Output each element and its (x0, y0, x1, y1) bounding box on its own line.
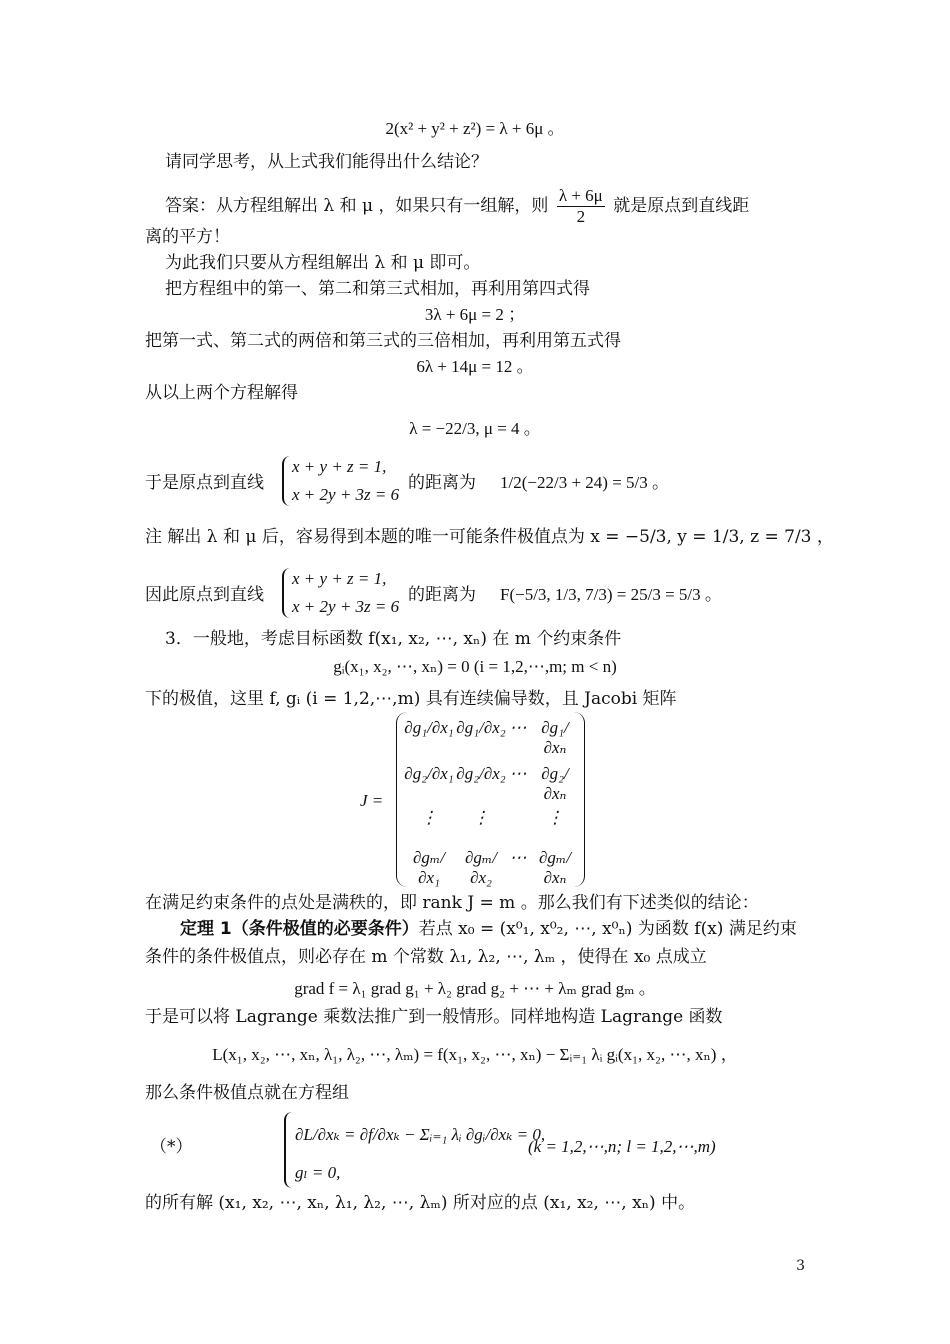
system-star-line-2: gₗ = 0, (295, 1163, 341, 1182)
system-1-line-2: x + 2y + 3z = 6 (292, 485, 400, 504)
final-line: 的所有解 (x₁, x₂, ⋯, xₙ, λ₁, λ₂, ⋯, λₘ) 所对应的点 (x₁, x₂, ⋯, xₙ) 中。 (145, 1193, 696, 1213)
matrix-cell: ⋯ (509, 764, 527, 783)
constraint-equation: gᵢ(x₁, x₂, ⋯, xₙ) = 0 (i = 1,2,⋯,m; m < n) (333, 657, 617, 676)
equation-4: λ = −22/3, μ = 4 。 (409, 419, 541, 438)
jacobi-label: J = (360, 791, 384, 810)
system-star-brace (284, 1112, 294, 1188)
matrix-cell: ∂gₘ/∂x₁ (412, 848, 446, 887)
system-1-line-1: x + y + z = 1, (292, 457, 387, 476)
paragraph-3: 把第一式、第二式的两倍和第三式的三倍相加，再利用第五式得 (145, 331, 621, 351)
system-2-line-1: x + y + z = 1, (292, 569, 387, 588)
answer-fraction (557, 186, 605, 227)
theorem-line-2: 条件的条件极值点，则必存在 m 个常数 λ₁, λ₂, ⋯, λₘ ，使得在 x₀ 点成立 (145, 947, 707, 967)
distance-1-label: 于是原点到直线 (145, 473, 264, 493)
answer-fraction-numerator: λ + 6μ (558, 186, 603, 205)
system-2-line-2: x + 2y + 3z = 6 (292, 597, 400, 616)
paragraph-2: 把方程组中的第一、第二和第三式相加，再利用第四式得 (165, 279, 590, 299)
theorem-line-1 (180, 918, 797, 940)
equation-3: 6λ + 14μ = 12 。 (416, 357, 534, 376)
matrix-cell: ⋮ (546, 808, 564, 827)
matrix-cell: ∂g₂/∂xₙ (541, 764, 569, 803)
theorem-text-a: 若点 x₀ = (x⁰₁, x⁰₂, ⋯, x⁰ₙ) 为函数 f(x) 满足约束 (418, 919, 797, 939)
matrix-cell: ∂g₂/∂x₁ (404, 764, 454, 783)
answer-fraction-denominator: 2 (576, 207, 586, 226)
paragraph-4: 从以上两个方程解得 (145, 383, 298, 403)
system-star-range: (k = 1,2,⋯,n; l = 1,2,⋯,m) (528, 1137, 716, 1156)
distance-1-text: 的距离为 (408, 473, 476, 493)
matrix-cell: ⋮ (420, 808, 438, 827)
answer-text-a: 答案：从方程组解出 λ 和 μ ，如果只有一组解，则 (165, 196, 549, 216)
matrix-cell: ∂g₁/∂x₂ (456, 718, 506, 737)
distance-1-value: 1/2(−22/3 + 24) = 5/3 。 (500, 473, 670, 492)
system-star-line-1: ∂L/∂xₖ = ∂f/∂xₖ − Σᵢ₌₁ λᵢ ∂gᵢ/∂xₖ = 0, (295, 1125, 546, 1144)
matrix-cell: ∂g₁/∂x₁ (404, 718, 454, 737)
question-line: 请同学思考，从上式我们能得出什么结论？ (165, 152, 488, 172)
section-3-intro: 3．一般地，考虑目标函数 f(x₁, x₂, ⋯, xₙ) 在 m 个约束条件 (165, 629, 622, 649)
note-line: 注 解出 λ 和 μ 后，容易得到本题的唯一可能条件极值点为 x = −5/3, y = 1/3, z = 7/3 ， (145, 527, 834, 547)
matrix-cell: ⋯ (509, 848, 527, 867)
gradient-equation: grad f = λ₁ grad g₁ + λ₂ grad g₂ + ⋯ + λₘ grad gₘ 。 (294, 979, 656, 998)
lagrange-function: L(x₁, x₂, ⋯, xₙ, λ₁, λ₂, ⋯, λₘ) = f(x₁, x₂, ⋯, xₙ) − Σᵢ₌₁ λᵢ gᵢ(x₁, x₂, ⋯, xₙ) ， (212, 1045, 738, 1064)
distance-2-label: 因此原点到直线 (145, 585, 264, 605)
matrix-cell: ∂g₁/∂xₙ (541, 718, 569, 757)
matrix-cell: ∂g₂/∂x₂ (456, 764, 506, 783)
answer-text-c: 离的平方！ (145, 227, 230, 247)
matrix-cell: ⋮ (472, 808, 490, 827)
equation-top: 2(x² + y² + z²) = λ + 6μ 。 (385, 119, 565, 138)
section-3-rank: 在满足约束条件的点处是满秩的，即 rank J = m 。那么我们有下述类似的结论： (145, 893, 759, 913)
page-number: 3 (796, 1258, 805, 1274)
matrix-cell: ∂gₘ/∂x₂ (464, 848, 498, 887)
equation-2: 3λ + 6μ = 2 ； (424, 305, 526, 324)
matrix-cell: ⋯ (509, 718, 527, 737)
answer-text-b: 就是原点到直线距 (613, 196, 750, 216)
system-star-label: （*） (150, 1137, 193, 1157)
system-2-brace (282, 568, 292, 618)
distance-2-text: 的距离为 (408, 585, 476, 605)
system-1-brace (282, 456, 292, 506)
general-case-intro: 于是可以将 Lagrange 乘数法推广到一般情形。同样地构造 Lagrange 函数 (145, 1007, 723, 1027)
answer-line (165, 186, 749, 227)
section-3-condition: 下的极值，这里 f, gᵢ (i = 1,2,⋯,m) 具有连续偏导数，且 Jacobi 矩阵 (145, 689, 677, 709)
general-case-system-intro: 那么条件极值点就在方程组 (145, 1083, 349, 1103)
paragraph-1: 为此我们只要从方程组解出 λ 和 μ 即可。 (165, 253, 481, 273)
matrix-cell: ∂gₘ/∂xₙ (538, 848, 572, 887)
distance-2-value: F(−5/3, 1/3, 7/3) = 25/3 = 5/3 。 (500, 585, 722, 604)
theorem-label: 定理 1（条件极值的必要条件） (180, 919, 419, 939)
